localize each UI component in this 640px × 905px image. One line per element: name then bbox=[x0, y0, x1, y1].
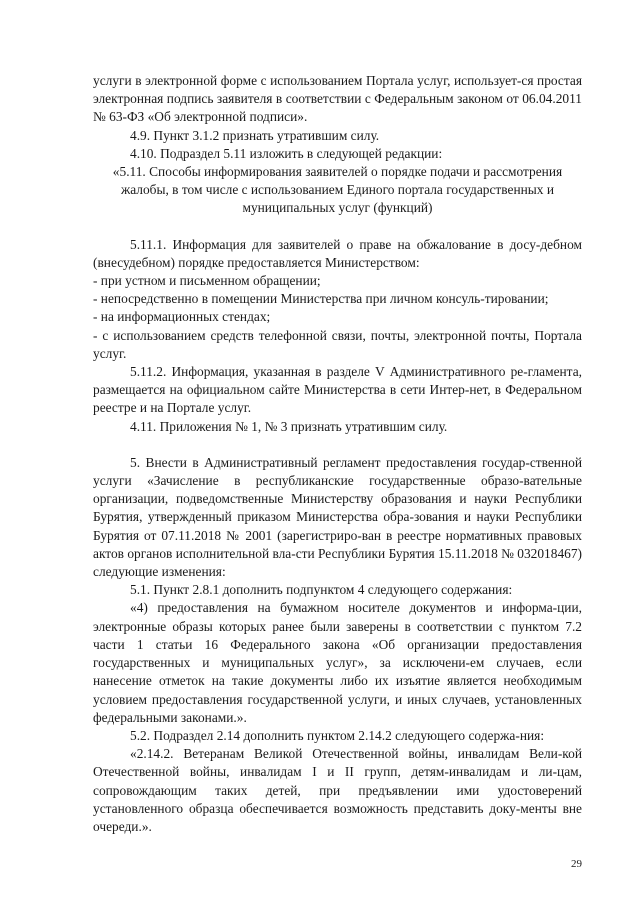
paragraph-5-11-1: 5.11.1. Информация для заявителей о праве на обжалование в досу-дебном (внесудебном) порядке предоставляется Министерством: bbox=[93, 236, 582, 270]
paragraph-5-2: 5.2. Подраздел 2.14 дополнить пунктом 2.14.2 следующего содержа-ния: bbox=[130, 727, 545, 743]
paragraph-4-9: 4.9. Пункт 3.1.2 признать утратившим силу. bbox=[130, 127, 380, 143]
page-number: 29 bbox=[571, 858, 582, 870]
paragraph-5-1: 5.1. Пункт 2.8.1 дополнить подпунктом 4 следующего содержания: bbox=[130, 582, 513, 598]
document-body bbox=[93, 72, 582, 836]
list-item-communication: - с использованием средств телефонной связи, почты, электронной почты, Портала услуг. bbox=[93, 327, 582, 361]
list-item-stands: - на информационных стендах; bbox=[93, 309, 271, 325]
paragraph-5-11-2: 5.11.2. Информация, указанная в разделе V Административного ре-гламента, размещается на официальном сайте Министерства в сети Интер-нет, в Федеральном реестре и на Портале услуг. bbox=[93, 364, 582, 416]
section-heading-5-11: «5.11. Способы информирования заявителей о порядке подачи и рассмотрения жалобы, в том числе с использованием Единого портала государственных и муниципальных услуг (функций) bbox=[112, 164, 563, 216]
paragraph-subpoint-4: «4) предоставления на бумажном носителе документов и информа-ции, электронные образы которых ранее были заверены в соответствии с пунктом 7.2 части 1 статьи 16 Федерального закона «Об организации предоставления государственных и муниципальных услуг», за исключени-ем случаев, если нанесение отметок на такие документы либо их изъятие является необходимым условием предоставления государственной услуги, и иных случаев, установленных федеральными законами.». bbox=[93, 600, 582, 725]
paragraph-4-10: 4.10. Подраздел 5.11 изложить в следующей редакции: bbox=[130, 145, 443, 161]
list-item-oral: - при устном и письменном обращении; bbox=[93, 273, 321, 289]
spacer bbox=[93, 218, 582, 236]
paragraph-4-11: 4.11. Приложения № 1, № 3 признать утратившим силу. bbox=[130, 418, 448, 434]
paragraph-2-14-2: «2.14.2. Ветеранам Великой Отечественной войны, инвалидам Вели-кой Отечественной войны, инвалидам I и II групп, детям-инвалидам и ли-цам, сопровождающим таких детей, при предъявлении ими удостоверений установленного образца обеспечивается возможность представить доку-менты вне очереди.». bbox=[93, 746, 582, 834]
spacer bbox=[93, 436, 582, 454]
list-item-premises: - непосредственно в помещении Министерства при личном консуль-тировании; bbox=[93, 291, 549, 307]
paragraph-1: услуги в электронной форме с использованием Портала услуг, использует-ся простая электронная подпись заявителя в соответствии с Федеральным законом от 06.04.2011 № 63-ФЗ «Об электронной подписи». bbox=[93, 73, 582, 125]
paragraph-5: 5. Внести в Административный регламент предоставления государ-ственной услуги «Зачисление в республиканские государственные образо-вательные организации, подведомственные Министерству образования и науки Республики Бурятия, утвержденный приказом Министерства обра-зования и науки Республики Бурятия от 07.11.2018 № 2001 (зарегистриро-ван в реестре нормативных правовых актов органов исполнительной вла-сти Республики Бурятия 15.11.2018 № 032018467) следующие изменения: bbox=[93, 454, 582, 580]
